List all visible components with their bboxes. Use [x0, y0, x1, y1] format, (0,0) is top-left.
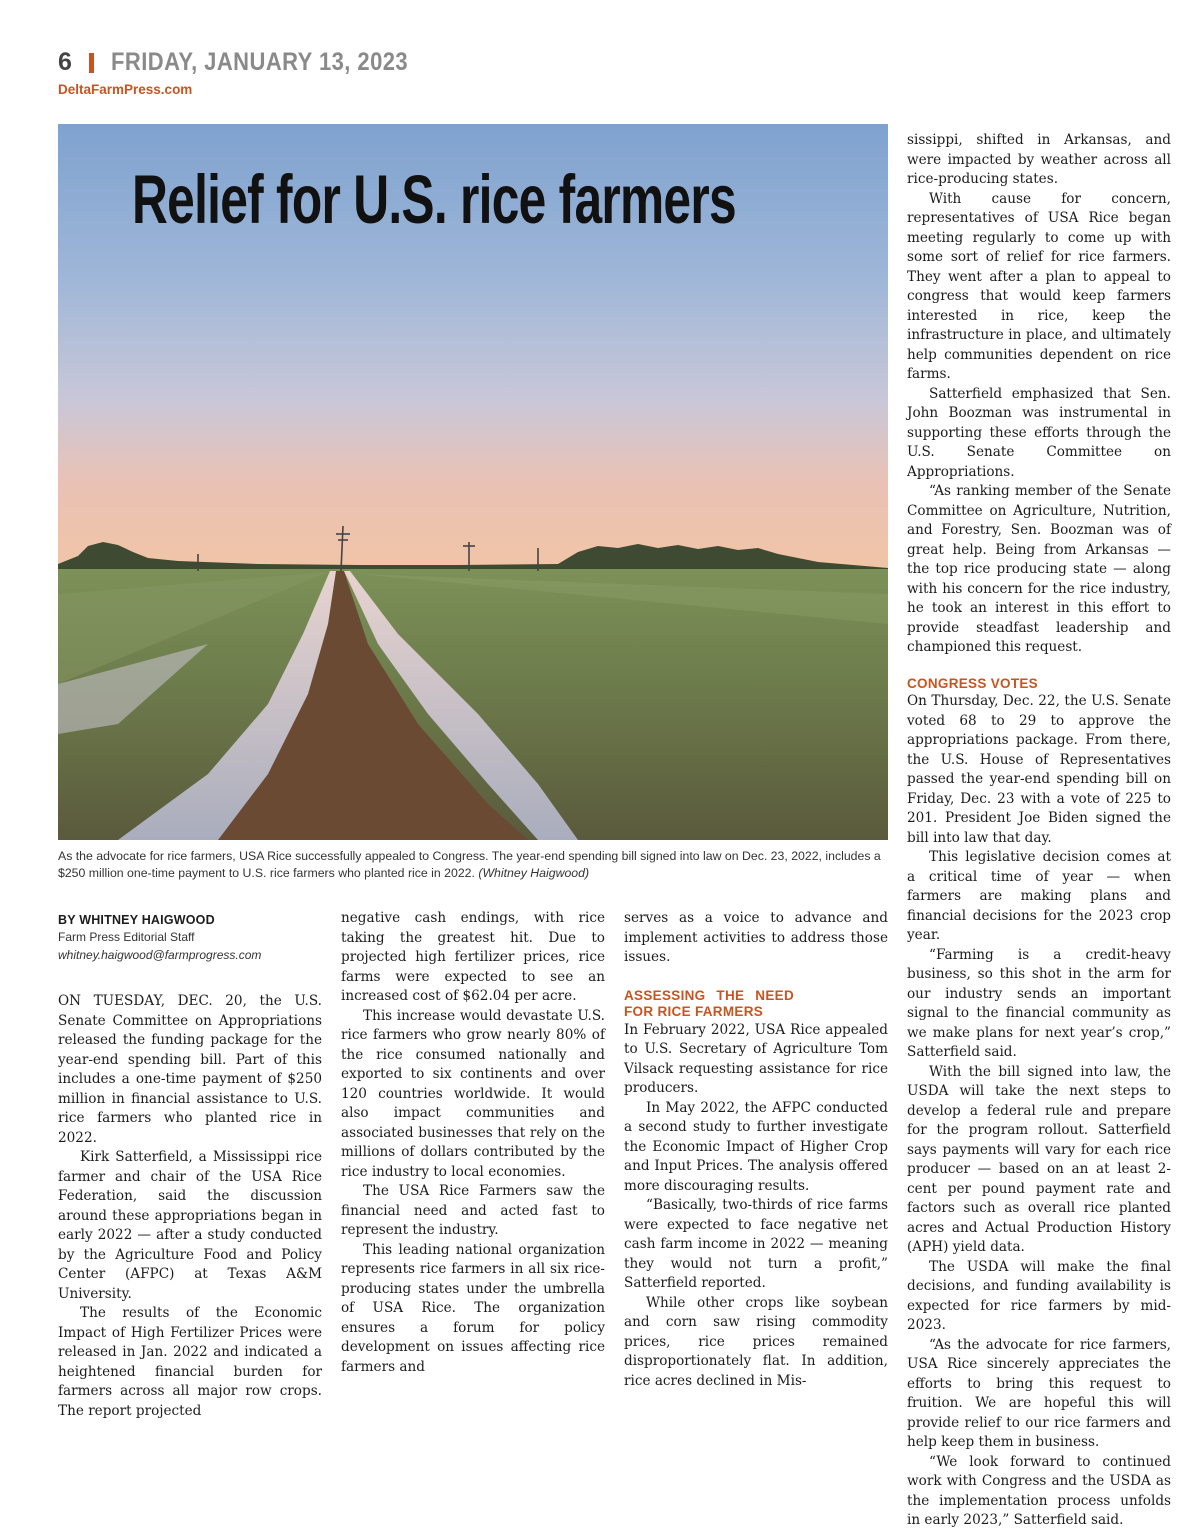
paragraph: negative cash endings, with rice taking the greatest hit. Due to projected high fertilizer prices, rice farms were expected to see an increased cost of $62.04 per acre. [341, 910, 605, 1004]
subhead-assessing-need: ASSESSING THE NEED FOR RICE FARMERS [624, 987, 794, 1019]
paragraph: While other crops like soybean and corn saw rising commodity prices, rice prices remained disproportionately flat. In addition, rice acres declined in Mis- [624, 1294, 888, 1389]
author-title: Farm Press Editorial Staff [58, 930, 195, 944]
caption-text: As the advocate for rice farmers, USA Rice successfully appealed to Congress. The year-end spending bill signed into law on Dec. 23, 2022, includes a $250 million one-time payment to U.S. rice farmers who planted rice in 2022. [58, 849, 881, 880]
paragraph: This legislative decision comes at a critical time of year — when farmers are making plans and financial decisions for the 2023 crop year. [907, 849, 1171, 943]
subhead-congress-votes: CONGRESS VOTES [907, 675, 1038, 691]
paragraph: “Farming is a credit-heavy business, so this shot in the arm for our industry sends an important signal to the financial community as we make plans for next year’s crop,” Satterfield said. [907, 946, 1171, 1060]
caption-credit: (Whitney Haigwood) [478, 866, 590, 880]
author-email[interactable]: whitney.haigwood@farmprogress.com [58, 948, 262, 962]
paragraph: The USDA will make the final decisions, and funding availability is expected for rice farmers by mid-2023. [907, 1258, 1171, 1333]
paragraph: serves as a voice to advance and implement activities to address those issues. [624, 910, 888, 965]
paragraph: On Thursday, Dec. 22, the U.S. Senate voted 68 to 29 to approve the appropriations package. From there, the U.S. House of Representatives passed the year-end spending bill on Friday, Dec. 23 with a vote of 225 to 201. President Joe Biden signed the bill into law that day. [907, 693, 1171, 846]
column-1 [58, 912, 322, 1421]
column-3 [624, 909, 888, 1391]
paragraph: “As the advocate for rice farmers, USA Rice sincerely appreciates the efforts to bring this request to fruition. We are hopeful this will provide relief to our rice farmers and help keep them in business. [907, 1336, 1171, 1450]
photo-caption [58, 848, 888, 882]
folio-divider [89, 53, 94, 73]
paragraph: ON TUESDAY, DEC. 20, the U.S. Senate Committee on Appropriations released the funding package for the year-end spending bill. Part of this includes a one-time payment of $250 million in financial assistance to U.S. rice farmers who planted rice in 2022. [58, 993, 322, 1146]
paragraph: This increase would devastate U.S. rice farmers who grow nearly 80% of the rice consumed nationally and exported to six continents and over 120 countries worldwide. It would also impact communities and associated businesses that rely on the millions of dollars contributed by the rice industry to local economies. [341, 1007, 605, 1180]
folio [58, 48, 449, 77]
paragraph: With the bill signed into law, the USDA will take the next steps to develop a federal rule and prepare for the program rollout. Satterfield says payments will vary for each rice producer — based on an at least 2-cent per pound payment rate and factors such as overall rice planted acres and Actual Production History (APH) yield data. [907, 1063, 1171, 1255]
paragraph: With cause for concern, representatives of USA Rice began meeting regularly to come up with some sort of relief for rice farmers. They went after a plan to appeal to congress that would keep farmers interested in rice, keep the infrastructure in place, and ultimately help communities dependent on rice farms. [907, 190, 1171, 382]
page-number: 6 [58, 48, 73, 76]
column-2 [341, 909, 605, 1377]
paragraph: “As ranking member of the Senate Committee on Agriculture, Nutrition, and Forestry, Sen. Boozman was of great help. Being from Arkansas —the top rice producing state — along with his concern for the rice industry, he took an interest in this effort to provide steadfast leadership and championed this request. [907, 483, 1171, 655]
paragraph: The results of the Economic Impact of High Fertilizer Prices were released in Jan. 2022 and indicated a heightened financial burden for farmers across all major row crops. The report projected [58, 1305, 322, 1419]
paragraph: sissippi, shifted in Arkansas, and were impacted by weather across all rice-producing states. [907, 132, 1171, 187]
paragraph: Satterfield emphasized that Sen. John Boozman was instrumental in supporting these efforts through the U.S. Senate Committee on Appropriations. [907, 385, 1171, 480]
paragraph: Kirk Satterfield, a Mississippi rice farmer and chair of the USA Rice Federation, said the discussion around these appropriations began in early 2022 — after a study conducted by the Agriculture Food and Policy Center (AFPC) at Texas A&M University. [58, 1149, 322, 1302]
masthead [58, 48, 449, 97]
paragraph: “Basically, two-thirds of rice farms were expected to face negative net cash farm income in 2022 — meaning they would not turn a profit,” Satterfield reported. [624, 1197, 888, 1291]
paragraph: “We look forward to continued work with Congress and the USDA as the implementation process unfolds in early 2023,” Satterfield said. [907, 1453, 1171, 1528]
paragraph: In May 2022, the AFPC conducted a second study to further investigate the Economic Impact of Higher Crop and Input Prices. The analysis offered more discouraging results. [624, 1099, 888, 1194]
paragraph: This leading national organization represents rice farmers in all six rice-producing states under the umbrella of USA Rice. The organization ensures a forum for policy development on issues affecting rice farmers and [341, 1241, 605, 1375]
column-4 [907, 131, 1171, 1531]
byline: BY WHITNEY HAIGWOOD [58, 913, 215, 927]
issue-date: FRIDAY, JANUARY 13, 2023 [111, 48, 409, 76]
site-link[interactable]: DeltaFarmPress.com [58, 82, 193, 97]
headline: Relief for U.S. rice farmers [132, 161, 736, 238]
paragraph: In February 2022, USA Rice appealed to U.S. Secretary of Agriculture Tom Vilsack requesting assistance for rice producers. [624, 1021, 888, 1096]
paragraph: The USA Rice Farmers saw the financial need and acted fast to represent the industry. [341, 1183, 605, 1238]
